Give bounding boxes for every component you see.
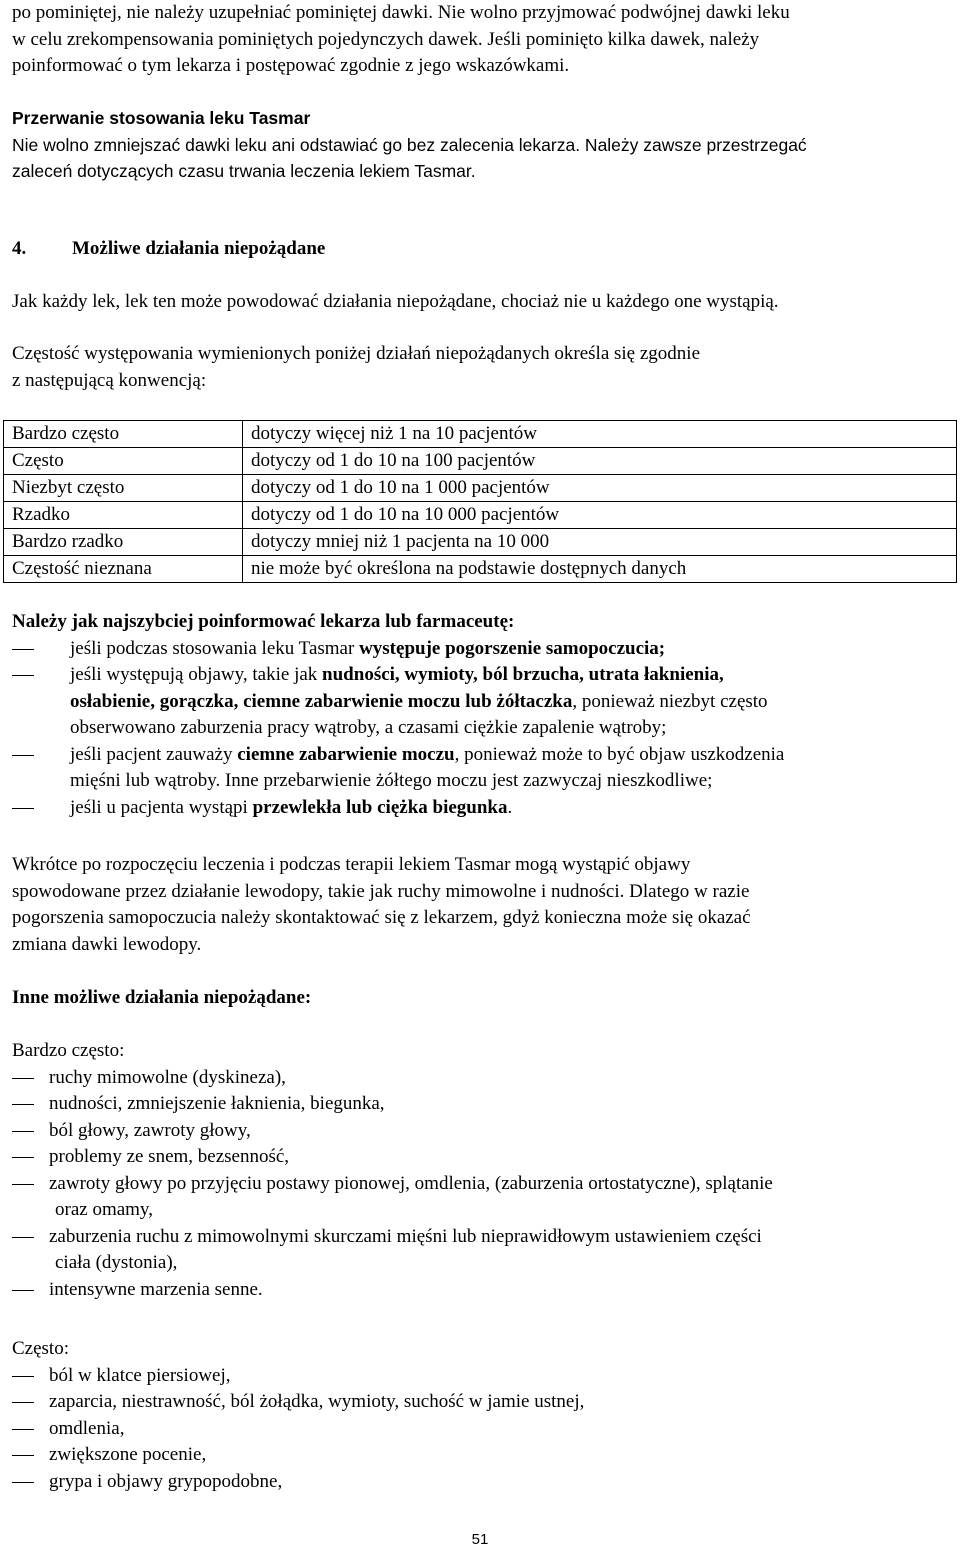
frequency-description: dotyczy od 1 do 10 na 1 000 pacjentów <box>243 475 957 502</box>
frequency-convention-paragraph <box>12 341 948 394</box>
frequency-term: Często <box>4 448 243 475</box>
frequency-table <box>3 420 957 583</box>
table-row <box>4 502 957 529</box>
list-item: grypa i objawy grypopodobne, <box>12 1469 948 1496</box>
frequency-term: Niezbyt często <box>4 475 243 502</box>
intro-paragraph <box>12 0 948 80</box>
table-row <box>4 421 957 448</box>
text-run-bold: występuje pogorszenie samopoczucia; <box>359 637 666 659</box>
list-item: nudności, zmniejszenie łaknienia, biegunka, <box>12 1091 948 1118</box>
list-item <box>12 636 948 663</box>
list-item: intensywne marzenia senne. <box>12 1277 948 1304</box>
very-common-list <box>12 1065 948 1304</box>
text-line: po pominiętej, nie należy uzupełniać pominiętej dawki. Nie wolno przyjmować podwójnej dawki leku <box>12 2 790 23</box>
text-run: . <box>507 796 513 818</box>
text-line: oraz omamy, <box>55 1199 153 1220</box>
text-run-bold: przewlekła lub ciężka biegunka <box>252 796 508 818</box>
text-line: zmiana dawki lewodopy. <box>12 933 202 955</box>
text-run: , ponieważ niezbyt często <box>572 690 768 712</box>
list-item <box>12 662 948 742</box>
very-common-section <box>12 1038 948 1303</box>
list-item <box>12 1224 948 1277</box>
text-line: Wkrótce po rozpoczęciu leczenia i podczas terapii lekiem Tasmar mogą wystąpić objawy <box>12 854 691 875</box>
urgent-section <box>12 609 948 821</box>
text-line: ciała (dystonia), <box>55 1252 178 1273</box>
frequency-description: dotyczy od 1 do 10 na 100 pacjentów <box>243 448 957 475</box>
text-run: , ponieważ może to być objaw uszkodzenia <box>454 743 785 765</box>
text-run: jeśli u pacjenta wystąpi <box>70 796 253 818</box>
text-run-bold: nudności, wymioty, ból brzucha, utrata łaknienia, <box>322 664 724 685</box>
section-4-heading <box>12 236 948 263</box>
text-run: jeśli występują objawy, takie jak <box>70 664 323 685</box>
table-row <box>4 448 957 475</box>
text-line: Nie wolno zmniejszać dawki leku ani odstawiać go bez zalecenia lekarza. Należy zawsze przestrzegać <box>12 134 807 155</box>
list-item <box>12 1171 948 1224</box>
table-row <box>4 556 957 583</box>
table-row <box>4 529 957 556</box>
very-common-label: Bardzo często: <box>12 1040 125 1061</box>
list-item: zwiększone pocenie, <box>12 1442 948 1469</box>
frequency-description: dotyczy więcej niż 1 na 10 pacjentów <box>243 421 957 448</box>
common-section <box>12 1336 948 1495</box>
list-item: omdlenia, <box>12 1416 948 1443</box>
text-line: obserwowano zaburzenia pracy wątroby, a czasami ciężkie zapalenie wątroby; <box>70 717 667 738</box>
list-item: zaparcia, niestrawność, ból żołądka, wymioty, suchość w jamie ustnej, <box>12 1389 948 1416</box>
frequency-term: Częstość nieznana <box>4 556 243 583</box>
other-effects-heading: Inne możliwe działania niepożądane: <box>12 987 312 1008</box>
list-item: problemy ze snem, bezsenność, <box>12 1144 948 1171</box>
text-line: poinformować o tym lekarza i postępować zgodnie z jego wskazówkami. <box>12 55 570 76</box>
list-item: ból głowy, zawroty głowy, <box>12 1118 948 1145</box>
urgent-list <box>12 636 948 822</box>
section-4-intro: Jak każdy lek, lek ten może powodować działania niepożądane, chociaż nie u każdego one wystąpią. <box>12 291 779 312</box>
frequency-term: Rzadko <box>4 502 243 529</box>
text-line: zaburzenia ruchu z mimowolnymi skurczami mięśni lub nieprawidłowym ustawieniem części <box>49 1225 762 1247</box>
list-item <box>12 742 948 795</box>
text-run: jeśli podczas stosowania leku Tasmar <box>70 637 360 659</box>
frequency-description: dotyczy od 1 do 10 na 10 000 pacjentów <box>243 502 957 529</box>
frequency-description: dotyczy mniej niż 1 pacjenta na 10 000 <box>243 529 957 556</box>
text-line: Częstość występowania wymienionych poniżej działań niepożądanych określa się zgodnie <box>12 343 700 364</box>
text-line: zaleceń dotyczących czasu trwania leczenia lekiem Tasmar. <box>12 161 476 181</box>
list-item <box>12 795 948 822</box>
text-line: spowodowane przez działanie lewodopy, takie jak ruchy mimowolne i nudności. Dlatego w razie <box>12 880 750 902</box>
urgent-heading: Należy jak najszybciej poinformować lekarza lub farmaceutę: <box>12 611 515 632</box>
stop-treatment-heading: Przerwanie stosowania leku Tasmar <box>12 108 311 128</box>
table-row <box>4 475 957 502</box>
text-run-bold: osłabienie, gorączka, ciemne zabarwienie moczu lub żółtaczka <box>70 690 573 712</box>
text-line: zawroty głowy po przyjęciu postawy pionowej, omdlenia, (zaburzenia ortostatyczne), splątanie <box>49 1172 773 1194</box>
list-item: ruchy mimowolne (dyskineza), <box>12 1065 948 1092</box>
common-label: Często: <box>12 1338 69 1359</box>
text-run: jeśli pacjent zauważy <box>70 743 238 765</box>
frequency-description: nie może być określona na podstawie dostępnych danych <box>243 556 957 583</box>
text-line: z następującą konwencją: <box>12 369 207 391</box>
list-item: ból w klatce piersiowej, <box>12 1363 948 1390</box>
section-title: Możliwe działania niepożądane <box>72 238 326 259</box>
levodopa-paragraph <box>12 852 948 958</box>
frequency-term: Bardzo często <box>4 421 243 448</box>
text-line: mięśni lub wątroby. Inne przebarwienie żółtego moczu jest zazwyczaj nieszkodliwe; <box>70 770 713 791</box>
text-line: w celu zrekompensowania pominiętych pojedynczych dawek. Jeśli pominięto kilka dawek, należy <box>12 28 760 50</box>
frequency-term: Bardzo rzadko <box>4 529 243 556</box>
section-number: 4. <box>12 238 27 259</box>
text-line: pogorszenia samopoczucia należy skontaktować się z lekarzem, gdyż konieczna może się okazać <box>12 907 751 928</box>
stop-treatment-section <box>12 105 948 185</box>
text-run-bold: ciemne zabarwienie moczu <box>237 743 455 765</box>
common-list <box>12 1363 948 1496</box>
page-number: 51 <box>471 1531 489 1548</box>
